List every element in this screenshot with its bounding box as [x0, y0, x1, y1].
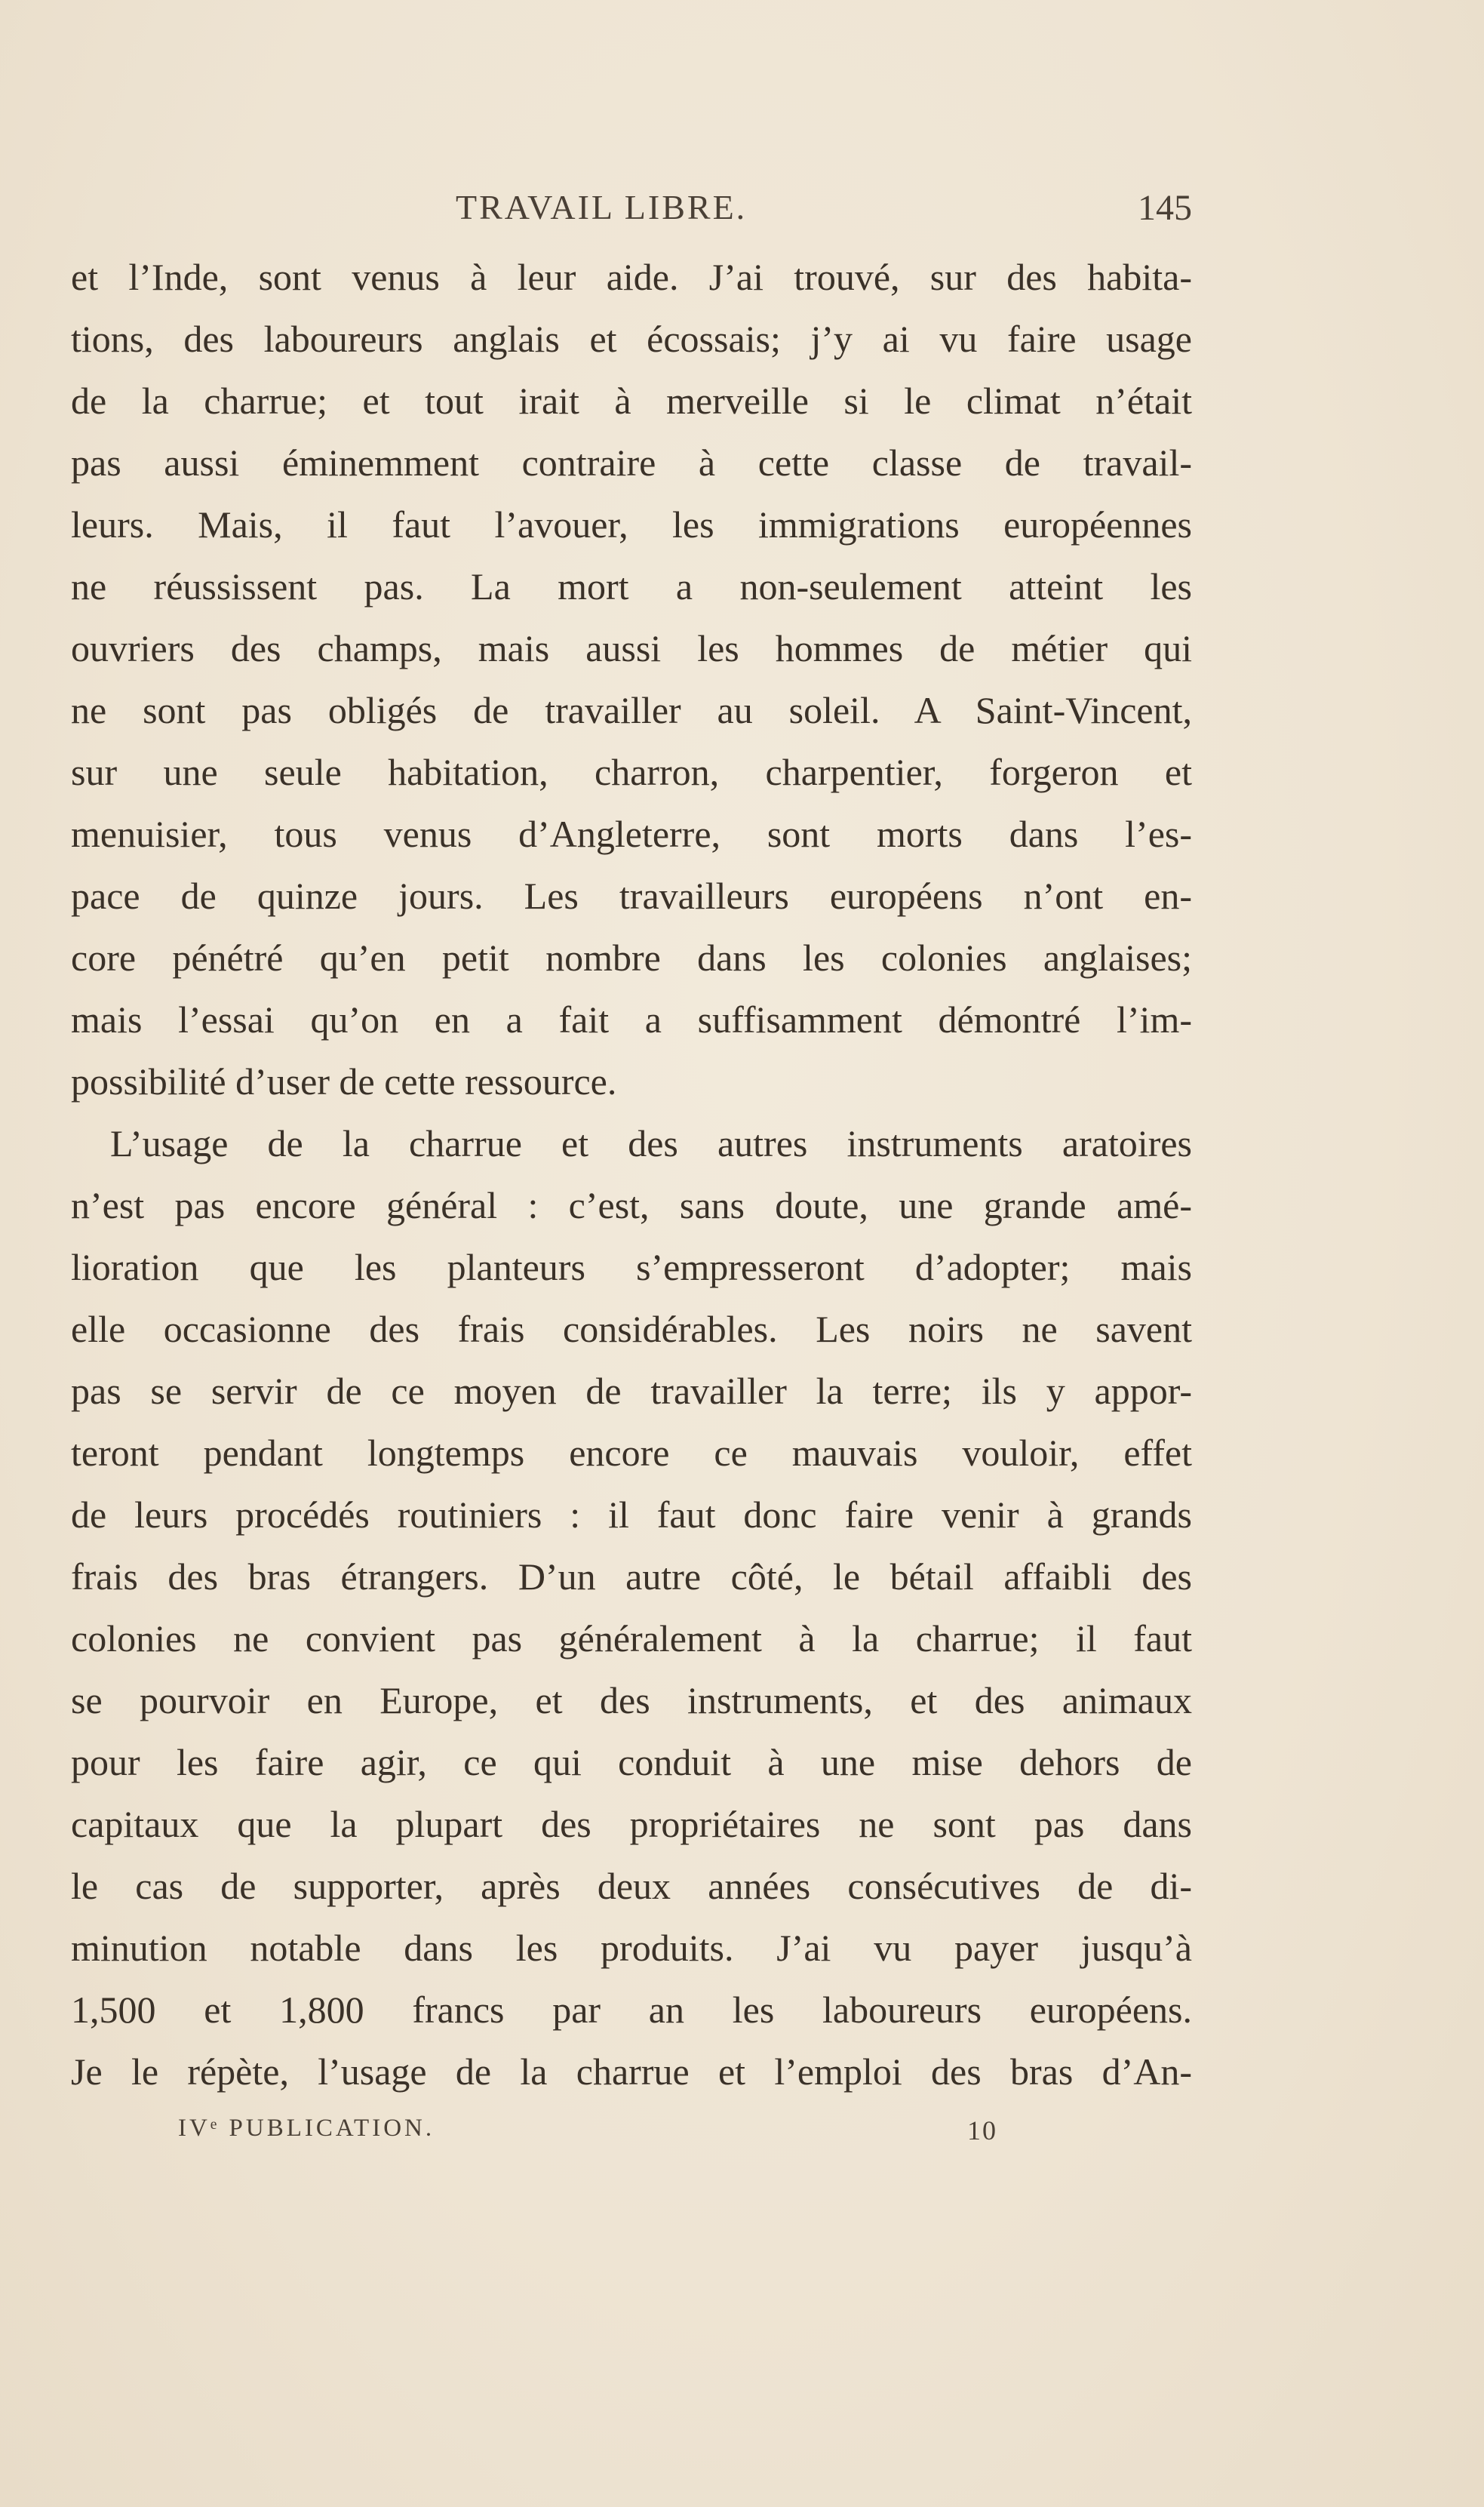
text-line: frais des bras étrangers. D’un autre côté, le bétail affaibli des	[71, 1555, 1192, 1598]
text-line: pour les faire agir, ce qui conduit à une mise dehors de	[71, 1741, 1192, 1783]
text-line: elle occasionne des frais considérables. Les noirs ne savent	[71, 1308, 1192, 1350]
text-line: ouvriers des champs, mais aussi les hommes de métier qui	[71, 627, 1192, 669]
text-line: lioration que les planteurs s’empresseront d’adopter; mais	[71, 1246, 1192, 1288]
text-line: se pourvoir en Europe, et des instruments, et des animaux	[71, 1679, 1192, 1721]
text-line: le cas de supporter, après deux années consécutives de di-	[71, 1865, 1192, 1907]
page-footer	[0, 2115, 1484, 2152]
running-title: TRAVAIL LIBRE.	[456, 188, 748, 226]
text-line: teront pendant longtemps encore ce mauvais vouloir, effet	[71, 1432, 1192, 1474]
text-line: 1,500 et 1,800 francs par an les laboureurs européens.	[71, 1989, 1192, 2031]
text-line: ne sont pas obligés de travailler au soleil. A Saint-Vincent,	[71, 689, 1192, 731]
text-line: pace de quinze jours. Les travailleurs européens n’ont en-	[71, 875, 1192, 917]
page-number: 145	[1138, 188, 1192, 228]
printer-signature: IVᵉ PUBLICATION.	[178, 2115, 435, 2142]
text-line: menuisier, tous venus d’Angleterre, sont morts dans l’es-	[71, 813, 1192, 855]
text-line: leurs. Mais, il faut l’avouer, les immigrations européennes	[71, 503, 1192, 546]
text-line: L’usage de la charrue et des autres instruments aratoires	[110, 1122, 1192, 1164]
text-line: pas aussi éminemment contraire à cette classe de travail-	[71, 441, 1192, 484]
text-line: pas se servir de ce moyen de travailler la terre; ils y appor-	[71, 1370, 1192, 1412]
text-line: colonies ne convient pas généralement à la charrue; il faut	[71, 1617, 1192, 1660]
text-line: et l’Inde, sont venus à leur aide. J’ai trouvé, sur des habita-	[71, 256, 1192, 298]
signature-mark: 10	[967, 2115, 997, 2146]
text-line: Je le répète, l’usage de la charrue et l’emploi des bras d’An-	[71, 2050, 1192, 2093]
text-line: core pénétré qu’en petit nombre dans les colonies anglaises;	[71, 937, 1192, 979]
text-line: possibilité d’user de cette ressource.	[71, 1060, 617, 1103]
text-line: capitaux que la plupart des propriétaires ne sont pas dans	[71, 1803, 1192, 1845]
text-line: minution notable dans les produits. J’ai vu payer jusqu’à	[71, 1927, 1192, 1969]
text-line: n’est pas encore général : c’est, sans doute, une grande amé-	[71, 1184, 1192, 1226]
running-head	[0, 187, 1484, 232]
body-text	[71, 246, 1192, 2102]
text-line: de la charrue; et tout irait à merveille si le climat n’était	[71, 380, 1192, 422]
text-line: de leurs procédés routiniers : il faut donc faire venir à grands	[71, 1493, 1192, 1536]
text-line: mais l’essai qu’on en a fait a suffisamment démontré l’im-	[71, 998, 1192, 1041]
text-line: sur une seule habitation, charron, charpentier, forgeron et	[71, 751, 1192, 793]
text-line: tions, des laboureurs anglais et écossais; j’y ai vu faire usage	[71, 318, 1192, 360]
text-line: ne réussissent pas. La mort a non-seulement atteint les	[71, 565, 1192, 608]
